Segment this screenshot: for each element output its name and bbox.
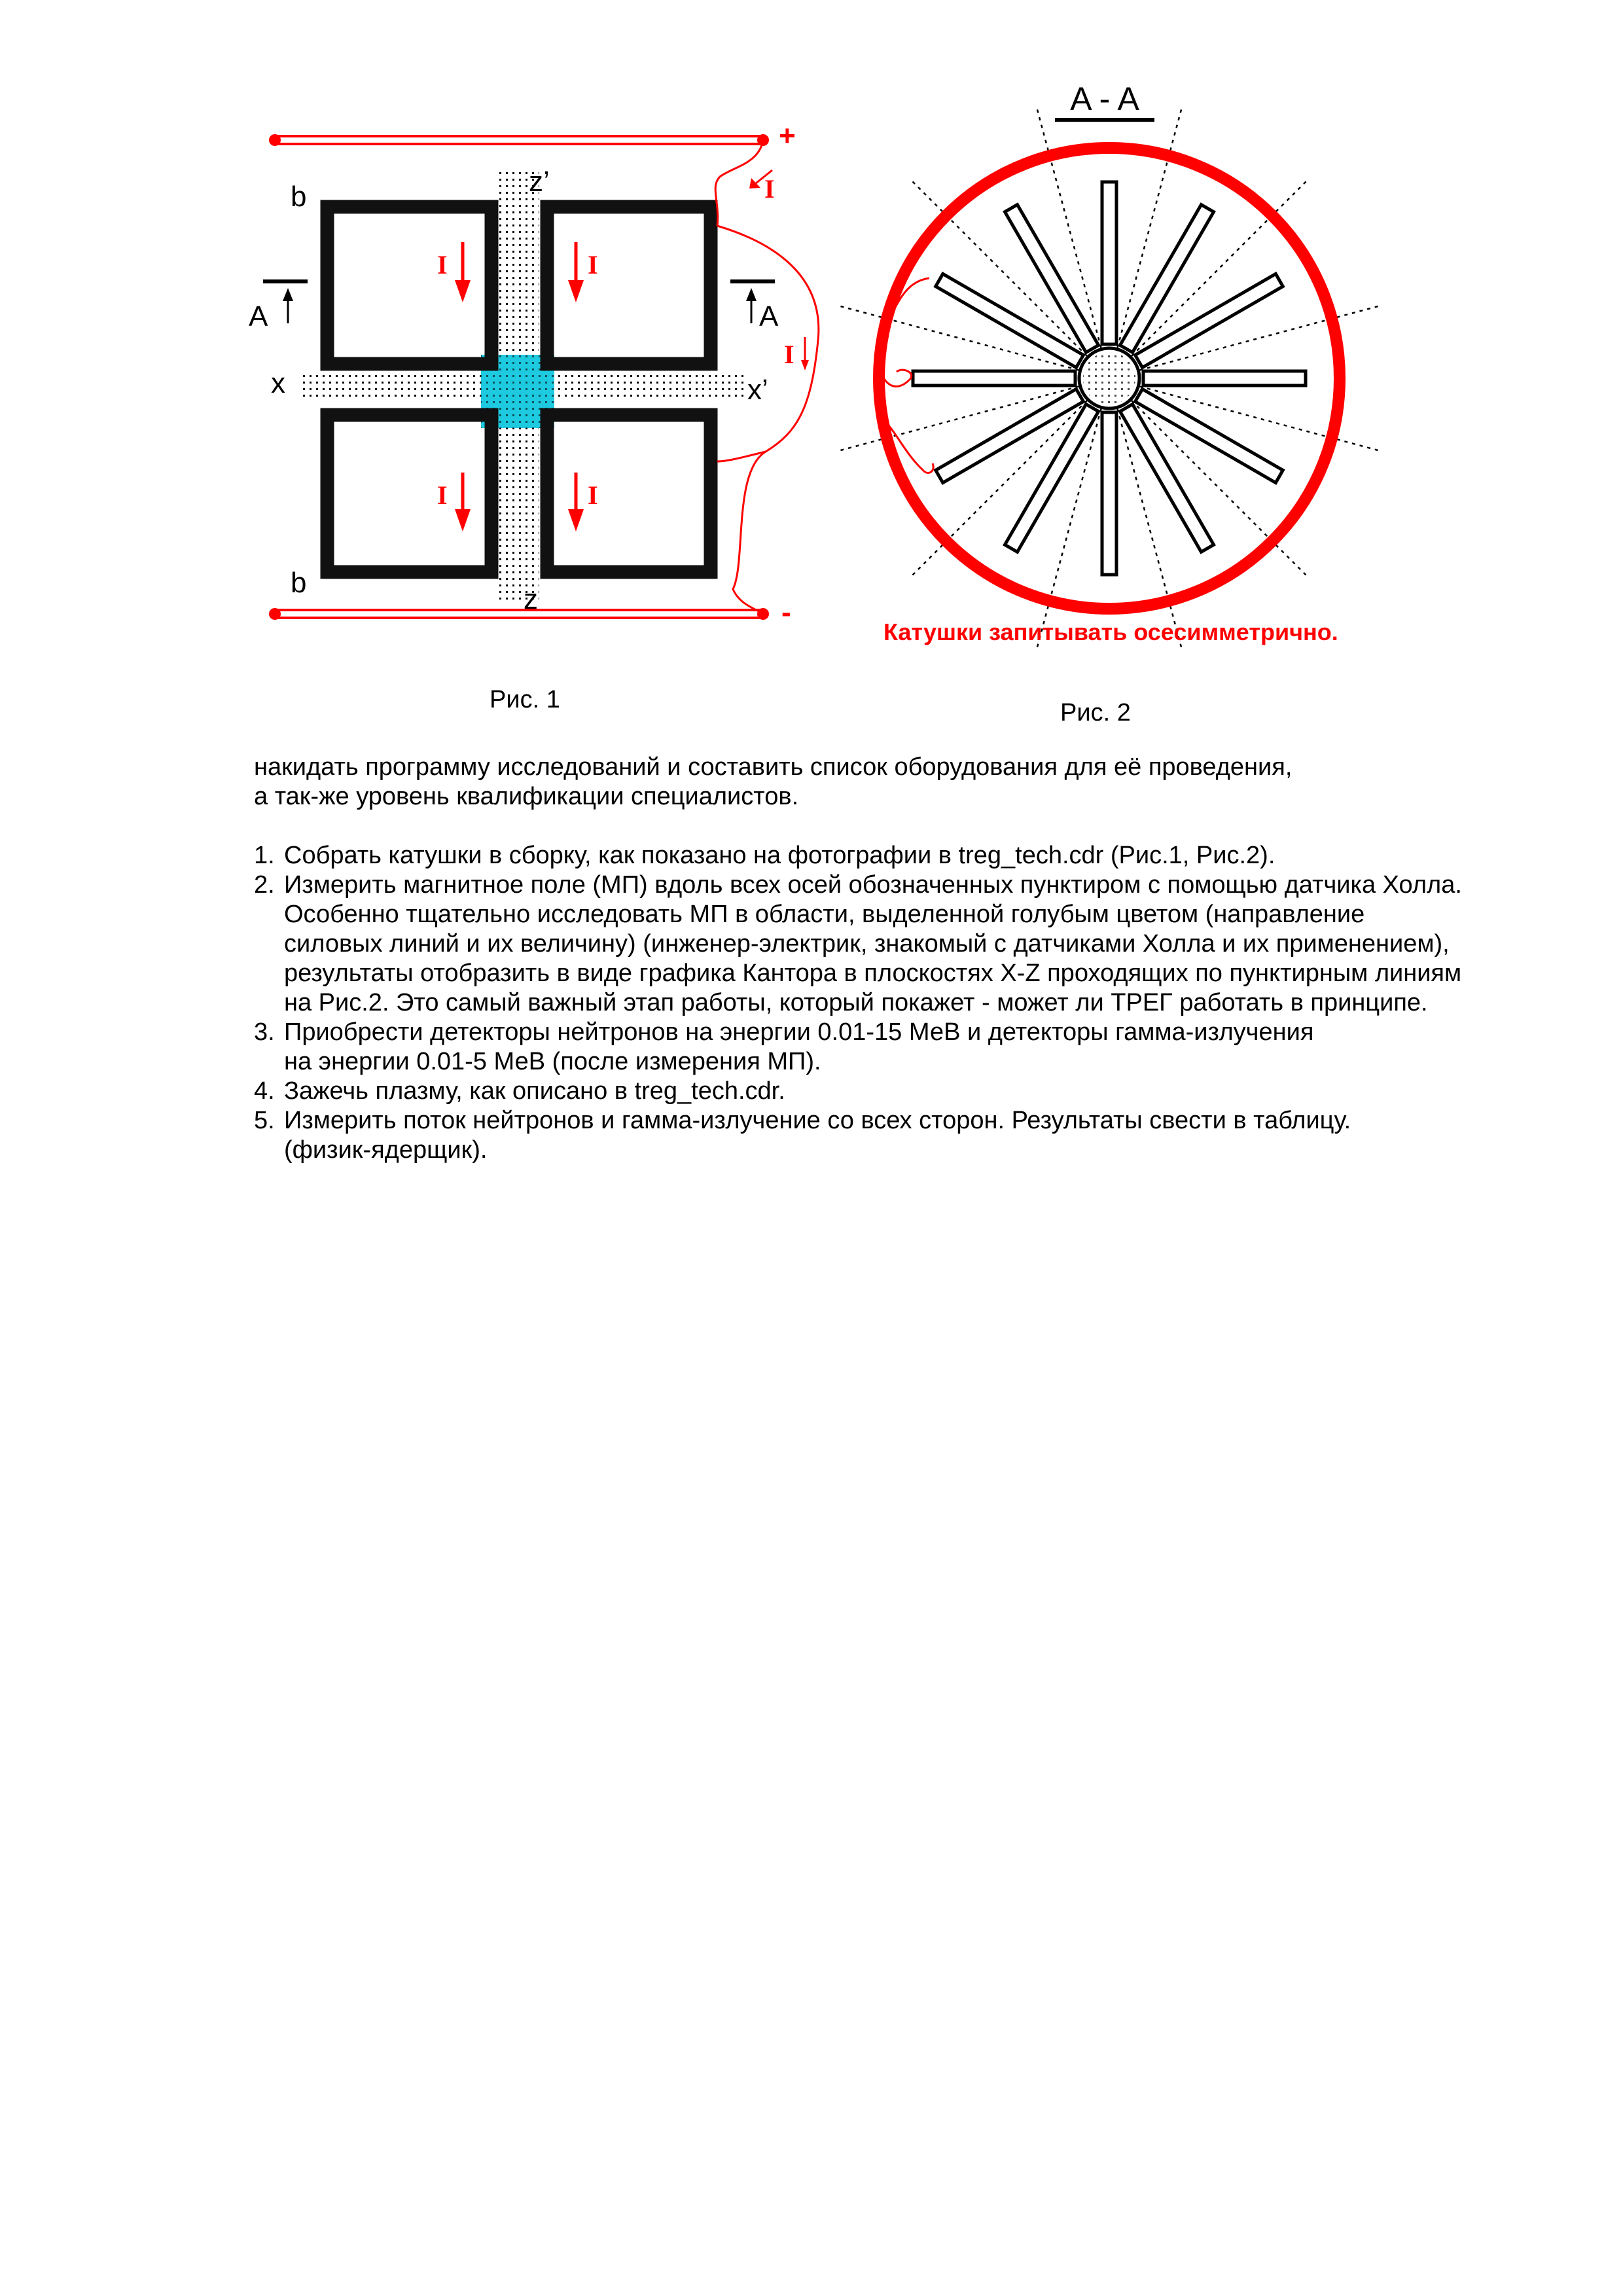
current-label-return: I — [784, 340, 794, 369]
list-item — [254, 841, 1563, 870]
step-text: Приобрести детекторы нейтронов на энергии 0.01-15 МеВ и детекторы гамма-излучения на энергии 0.01-5 МеВ (после измерения МП). — [284, 1018, 1314, 1075]
intro-line: а так-же уровень квалификации специалистов. — [254, 783, 799, 810]
current-arrow-return — [801, 337, 809, 370]
steps-list — [254, 841, 1563, 1165]
list-item — [254, 1077, 1563, 1106]
minus-label: - — [781, 596, 791, 628]
corner-label-bottom: b — [291, 567, 307, 599]
step-text: Зажечь плазму, как описано в treg_tech.cdr. — [284, 1077, 785, 1105]
current-label-supply: I — [764, 174, 775, 204]
bus-top — [269, 134, 769, 146]
current-label-bl: I — [437, 480, 448, 510]
axis-label-x-right: x’ — [747, 374, 768, 406]
bus-bottom — [269, 608, 769, 620]
section-title: A - A — [1070, 81, 1139, 117]
figure-1-caption: Рис. 1 — [490, 686, 560, 713]
figure-2 — [838, 81, 1382, 650]
step-text: Собрать катушки в сборку, как показано на фотографии в treg_tech.cdr (Рис.1, Рис.2). — [284, 842, 1275, 869]
coil-bottom-left — [327, 415, 491, 572]
step-number: 4. — [254, 1077, 275, 1105]
figures-svg — [0, 0, 1623, 733]
axisymmetric-note: Катушки запитывать осесимметрично. — [883, 619, 1338, 645]
intro-paragraph — [254, 753, 1563, 812]
section-label-right: A — [759, 300, 779, 332]
step-number: 5. — [254, 1107, 275, 1134]
list-item — [254, 1018, 1563, 1077]
spoke-coil — [1102, 412, 1116, 575]
current-arrow-bl — [455, 473, 471, 531]
figure-1 — [249, 120, 819, 628]
list-item — [254, 870, 1563, 1018]
current-label-br: I — [588, 480, 598, 510]
spoke-coil — [913, 371, 1075, 386]
section-marker-left — [263, 281, 308, 323]
spoke-coil — [1143, 371, 1306, 386]
section-label-left: A — [249, 300, 268, 332]
current-label-tr: I — [588, 250, 598, 279]
step-text: Измерить поток нейтронов и гамма-излучение со всех сторон. Результаты свести в таблицу. (физик-ядерщик). — [284, 1107, 1351, 1164]
plus-label: + — [779, 120, 796, 152]
step-number: 2. — [254, 871, 275, 899]
document-body — [254, 753, 1563, 1165]
hub-dots — [1083, 352, 1135, 404]
current-label-tl: I — [437, 250, 448, 279]
coil-bottom-right — [547, 415, 711, 572]
current-arrow-tr — [568, 242, 584, 302]
step-text: Измерить магнитное поле (МП) вдоль всех осей обозначенных пунктиром с помощью датчика Холла. Особенно тщательно исследовать МП в области, выделенной голубым цветом (направление силовых линий и их величину) (инженер-электрик, знакомый с датчиками Холла и их применением), результаты отобразить в виде графика Кантора в плоскостях X-Z проходящих по пунктирным линиям на Рис.2. Это самый важный этап работы, который покажет - может ли ТРЕГ работать в принципе. — [284, 871, 1462, 1016]
intro-line: накидать программу исследований и составить список оборудования для её проведения, — [254, 753, 1293, 781]
spoke-coil — [1102, 182, 1116, 344]
list-item — [254, 1106, 1563, 1165]
corner-label-top: b — [291, 181, 307, 213]
figure-2-caption: Рис. 2 — [1060, 699, 1131, 726]
step-number: 1. — [254, 842, 275, 869]
dotted-ray — [910, 179, 1087, 356]
axis-label-z-top: z’ — [529, 166, 550, 198]
current-arrow-tl — [455, 242, 471, 302]
dotted-ray — [1132, 401, 1308, 577]
axis-label-x-left: x — [271, 367, 285, 399]
step-number: 3. — [254, 1018, 275, 1046]
axis-label-z-bottom: z — [524, 583, 538, 615]
dotted-ray — [1132, 179, 1308, 356]
dotted-ray — [910, 401, 1087, 577]
current-arrow-br — [568, 473, 584, 531]
